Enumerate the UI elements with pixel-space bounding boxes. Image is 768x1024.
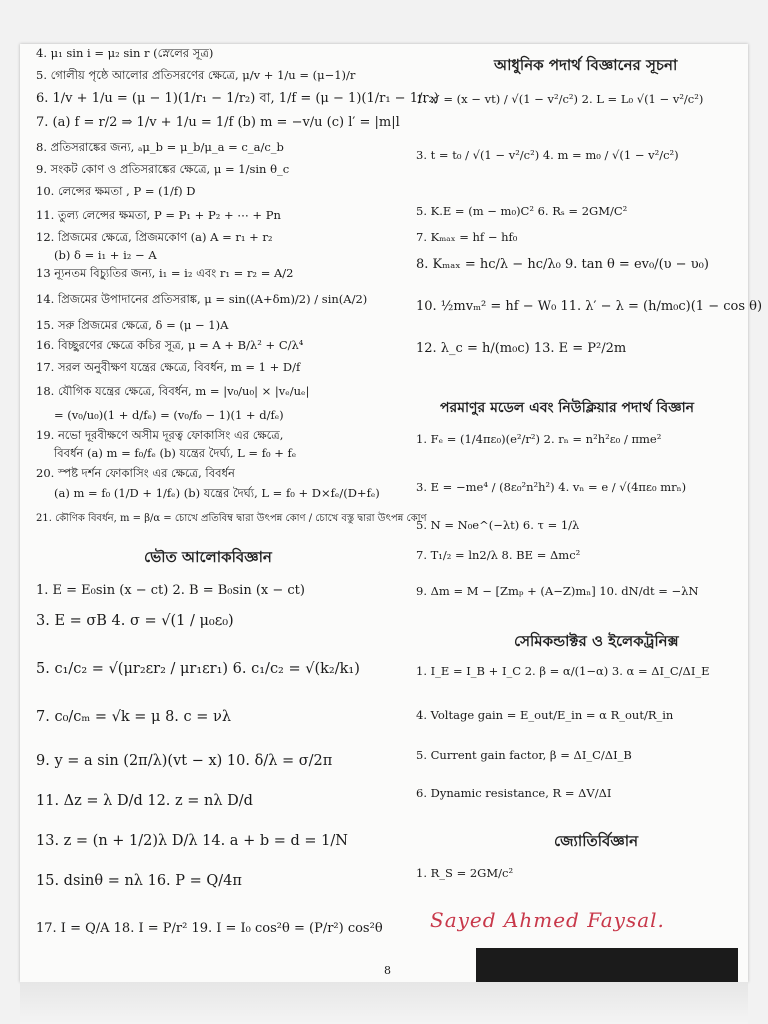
formula-line: 21. কৌণিক বিবর্ধন, m = β/α = চোখে প্রতিবিম্ব দ্বারা উৎপন্ন কোণ / চোখে বস্তু দ্বারা উৎপন্ন কোণ (36, 513, 427, 524)
formula-line: 7. c₀/cₘ = √k = μ 8. c = νλ (36, 709, 232, 725)
formula-line: 1. R_S = 2GM/c² (416, 866, 514, 880)
formula-line: 15. dsinθ = nλ 16. P = Q/4π (36, 873, 242, 889)
formula-line: 1. I_E = I_B + I_C 2. β = α/(1−α) 3. α = ΔI_C/ΔI_E (416, 664, 710, 678)
formula-line: 12. প্রিজমের ক্ষেত্রে, প্রিজমকোণ (a) A = r₁ + r₂ (36, 230, 273, 244)
formula-line: (a) m = f₀ (1/D + 1/fₑ) (b) যন্ত্রের দৈর্ঘ্য, L = f₀ + D×fₑ/(D+fₑ) (54, 486, 380, 500)
formula-line: 4. Voltage gain = E_out/E_in = α R_out/R_in (416, 708, 674, 722)
formula-line: 12. λ_c = h/(m₀c) 13. E = P²/2m (416, 341, 627, 356)
formula-line: 17. I = Q/A 18. I = P/r² 19. I = I₀ cos²θ = (P/r²) cos²θ (36, 921, 383, 936)
formula-line: 13. z = (n + 1/2)λ D/λ 14. a + b = d = 1/N (36, 833, 348, 849)
formula-line: 9. y = a sin (2π/λ)(vt − x) 10. δ/λ = σ/2π (36, 753, 333, 769)
formula-line: (b) δ = i₁ + i₂ − A (54, 248, 157, 262)
formula-line: 6. Dynamic resistance, R = ΔV/ΔI (416, 786, 612, 800)
formula-line: 3. E = −me⁴ / (8ε₀²n²h²) 4. vₙ = e / √(4πε₀ mrₙ) (416, 480, 687, 494)
formula-line: 9. Δm = M − [Zmₚ + (A−Z)mₙ] 10. dN/dt = −λN (416, 584, 699, 598)
formula-line: 5. Current gain factor, β = ΔI_C/ΔI_B (416, 748, 632, 762)
formula-line: 5. N = N₀e^(−λt) 6. τ = 1/λ (416, 518, 580, 532)
formula-line: 1. Fₑ = (1/4πε₀)(e²/r²) 2. rₙ = n²h²ε₀ / πme² (416, 432, 662, 446)
page-bottom-shadow (20, 982, 748, 1024)
formula-line: 8. প্রতিসরাঙ্কের জন্য, ₐμ_b = μ_b/μ_a = c_a/c_b (36, 140, 284, 154)
dark-overlay-block (476, 948, 738, 982)
formula-line: 7. T₁/₂ = ln2/λ 8. BE = Δmc² (416, 548, 581, 562)
formula-line: 6. 1/v + 1/u = (μ − 1)(1/r₁ − 1/r₂) বা, 1/f = (μ − 1)(1/r₁ − 1/r₂) (36, 91, 439, 106)
page-number: 8 (384, 964, 391, 977)
formula-line: 5. c₁/c₂ = √(μr₂εr₂ / μr₁εr₁) 6. c₁/c₂ = √(k₂/k₁) (36, 661, 360, 677)
formula-line: 18. যৌগিক যন্ত্রের ক্ষেত্রে, বিবর্ধন, m = |v₀/u₀| × |vₑ/uₑ| (36, 384, 310, 398)
section-heading-semiconductor: সেমিকন্ডাক্টর ও ইলেকট্রনিক্স (514, 632, 679, 650)
formula-line: 17. সরল অনুবীক্ষণ যন্ত্রের ক্ষেত্রে, বিবর্ধন, m = 1 + D/f (36, 360, 301, 374)
formula-line: 7. (a) f = r/2 ⇒ 1/v + 1/u = 1/f (b) m = −v/u (c) l′ = |m|l (36, 115, 400, 130)
formula-line: 9. সংকট কোণ ও প্রতিসরাঙ্কের ক্ষেত্রে, μ = 1/sin θ_c (36, 162, 290, 176)
formula-line: 8. Kₘₐₓ = hc/λ − hc/λ₀ 9. tan θ = ev₀/(υ − υ₀) (416, 257, 709, 272)
formula-line: 10. লেন্সের ক্ষমতা , P = (1/f) D (36, 184, 196, 198)
formula-line: 11. Δz = λ D/d 12. z = nλ D/d (36, 793, 253, 809)
formula-line: 11. তুল্য লেন্সের ক্ষমতা, P = P₁ + P₂ + ⋯ + Pn (36, 208, 281, 222)
formula-line: 15. সরু প্রিজমের ক্ষেত্রে, δ = (μ − 1)A (36, 318, 229, 332)
handwritten-signature: Sayed Ahmed Faysal. (430, 908, 665, 932)
section-heading-modern-physics: আধুনিক পদার্থ বিজ্ঞানের সূচনা (494, 56, 678, 74)
formula-line: 1. E = E₀sin (x − ct) 2. B = B₀sin (x − ct) (36, 583, 305, 598)
formula-line: 5. K.E = (m − m₀)C² 6. Rₛ = 2GM/C² (416, 204, 628, 218)
formula-line: 3. t = t₀ / √(1 − v²/c²) 4. m = m₀ / √(1 − v²/c²) (416, 148, 679, 162)
formula-line: = (v₀/u₀)(1 + d/fₑ) = (v₀/f₀ − 1)(1 + d/fₑ) (54, 408, 284, 422)
section-heading-physical-optics: ভৌত আলোকবিজ্ঞান (144, 548, 272, 566)
formula-line: 20. স্পষ্ট দর্শন ফোকাসিং এর ক্ষেত্রে, বিবর্ধন (36, 466, 235, 480)
formula-line: 5. গোলীয় পৃষ্ঠে আলোর প্রতিসরণের ক্ষেত্রে, μ/v + 1/u = (μ−1)/r (36, 68, 356, 82)
formula-line: বিবর্ধন (a) m = f₀/fₑ (b) যন্ত্রের দৈর্ঘ্য, L = f₀ + fₑ (54, 446, 297, 460)
formula-line: 14. প্রিজমের উপাদানের প্রতিসরাঙ্ক, μ = sin((A+δm)/2) / sin(A/2) (36, 292, 368, 306)
formula-line: 16. বিচ্ছুরণের ক্ষেত্রে কচির সূত্র, μ = A + B/λ² + C/λ⁴ (36, 338, 304, 352)
formula-line: 19. নভো দূরবীক্ষণে অসীম দূরত্ব ফোকাসিং এর ক্ষেত্রে, (36, 428, 284, 442)
formula-line: 7. Kₘₐₓ = hf − hf₀ (416, 230, 518, 244)
formula-line: 13 ন্যূনতম বিচ্যুতির জন্য, i₁ = i₂ এবং r₁ = r₂ = A/2 (36, 266, 294, 280)
formula-line: 10. ½mvₘ² = hf − W₀ 11. λ′ − λ = (h/m₀c)(1 − cos θ) (416, 299, 763, 314)
formula-line: 1. x′ = (x − vt) / √(1 − v²/c²) 2. L = L₀ √(1 − v²/c²) (416, 92, 704, 106)
document-page (20, 44, 763, 982)
formula-line: 4. μ₁ sin i = μ₂ sin r (স্নেলের সূত্র) (36, 46, 214, 60)
section-heading-astrophysics: জ্যোতির্বিজ্ঞান (554, 832, 639, 850)
section-heading-atomic-nuclear: পরমাণুর মডেল এবং নিউক্লিয়ার পদার্থ বিজ্ঞান (440, 400, 695, 416)
formula-line: 3. E = σB 4. σ = √(1 / μ₀ε₀) (36, 613, 234, 629)
